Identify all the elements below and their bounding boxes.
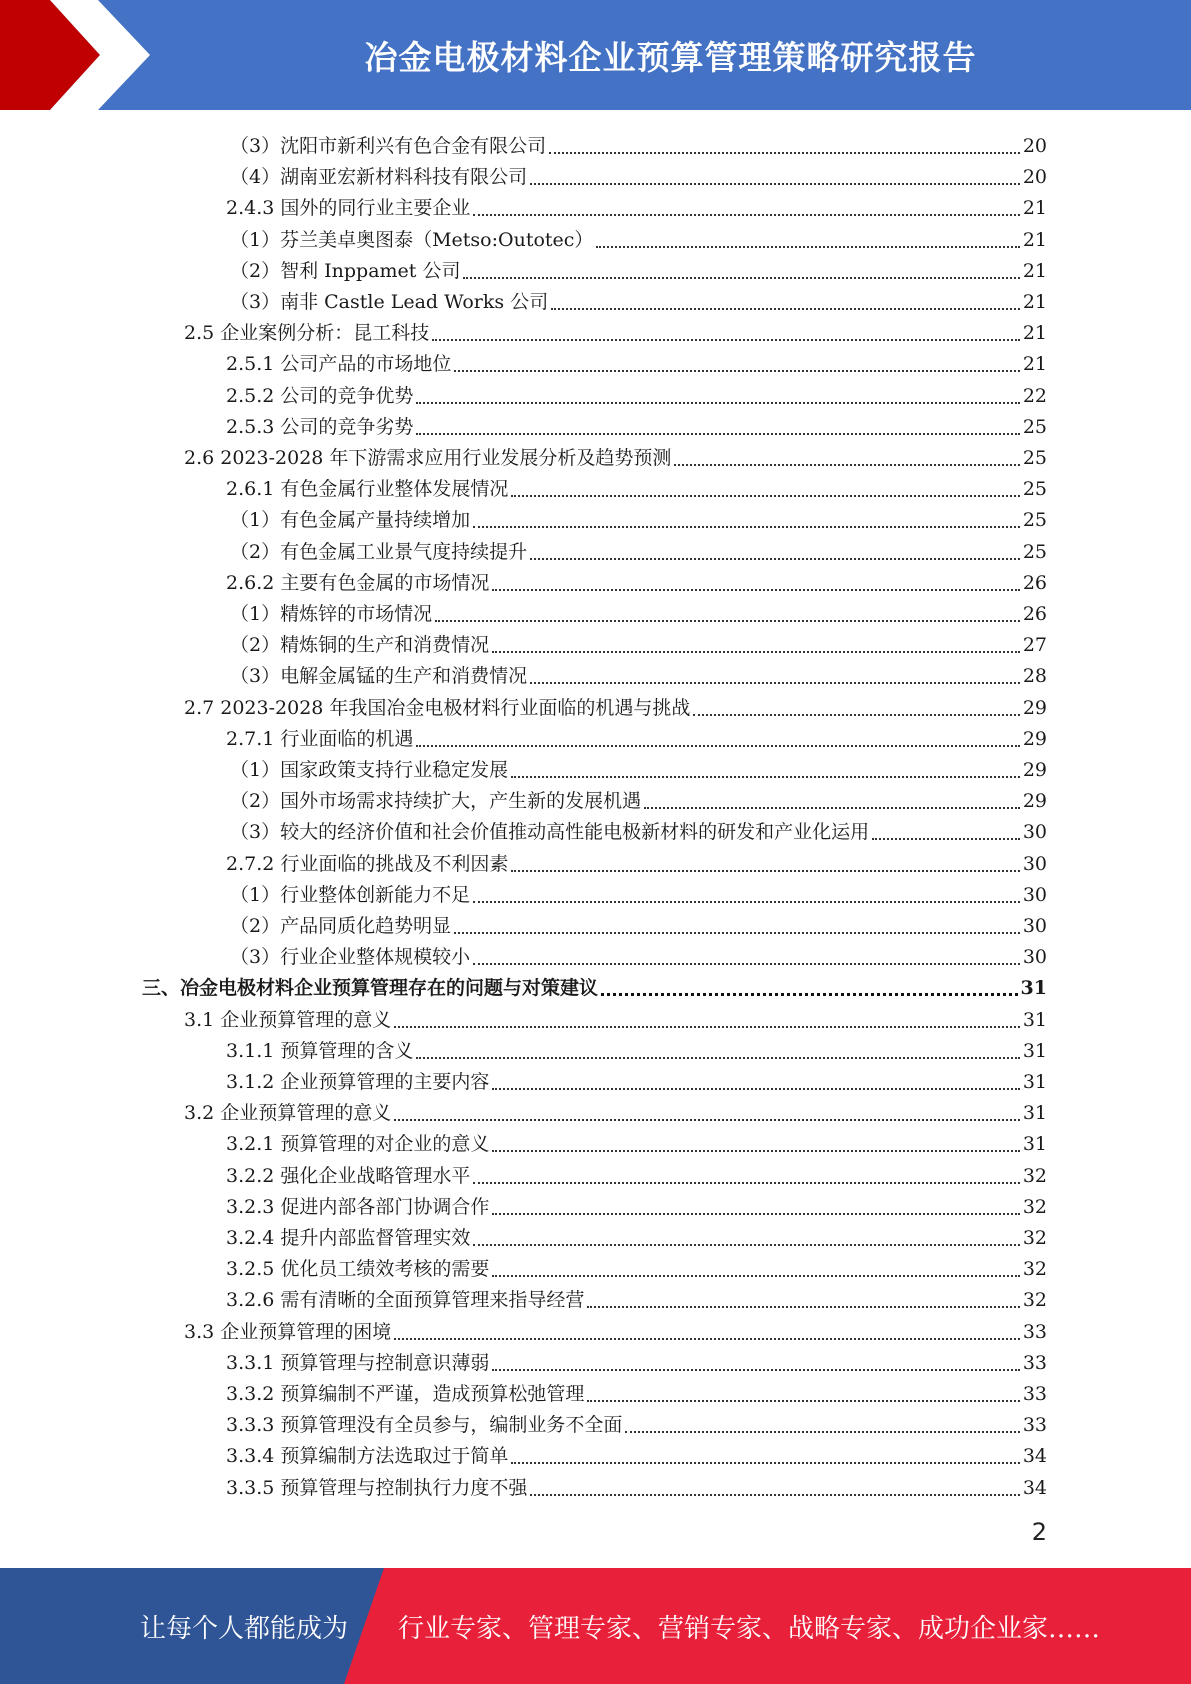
toc-dot-leader <box>416 1056 1019 1059</box>
toc-entry-page: 28 <box>1022 665 1047 688</box>
toc-dot-leader <box>511 869 1019 872</box>
toc-dot-leader <box>463 276 1019 279</box>
toc-entry-title: 2.4.3 国外的同行业主要企业 <box>226 197 471 220</box>
toc-entry-page: 32 <box>1022 1289 1047 1312</box>
toc-entry-title: 3.2.1 预算管理的对企业的意义 <box>226 1133 490 1156</box>
toc-entry-title: 3.2.5 优化员工绩效考核的需要 <box>226 1258 490 1281</box>
toc-entry-page: 26 <box>1022 571 1047 594</box>
toc-entry-title: （1）行业整体创新能力不足 <box>230 883 471 906</box>
toc-entry-page: 34 <box>1022 1476 1047 1499</box>
toc-dot-leader <box>473 1243 1019 1246</box>
toc-entry-title: 2.7 2023-2028 年我国冶金电极材料行业面临的机遇与挑战 <box>184 696 691 719</box>
toc-entry-page: 27 <box>1022 634 1047 657</box>
toc-entry-page: 22 <box>1022 384 1047 407</box>
toc-entry[interactable] <box>230 626 1047 657</box>
toc-entry-title: （2）智利 Inppamet 公司 <box>230 259 461 282</box>
page-title: 冶金电极材料企业预算管理策略研究报告 <box>364 37 977 77</box>
toc-dot-leader <box>644 806 1020 809</box>
toc-dot-leader <box>551 307 1020 310</box>
toc-dot-leader <box>473 900 1020 903</box>
toc-entry-page: 29 <box>1022 759 1047 781</box>
toc-entry-page: 30 <box>1022 883 1047 906</box>
toc-entry-title: 2.6.1 有色金属行业整体发展情况 <box>226 478 509 501</box>
toc-entry-page: 31 <box>1022 1133 1047 1156</box>
toc-entry[interactable] <box>226 408 1047 439</box>
toc-dot-leader <box>530 557 1020 560</box>
toc-entry[interactable] <box>230 595 1047 626</box>
toc-entry-title: （1）国家政策支持行业稳定发展 <box>230 759 509 781</box>
toc-entry-page: 32 <box>1022 1164 1047 1187</box>
toc-entry-title: 2.6.2 主要有色金属的市场情况 <box>226 571 490 594</box>
toc-entry-title: 3.3 企业预算管理的困境 <box>184 1320 392 1343</box>
toc-entry-title: 2.5.2 公司的竞争优势 <box>226 384 414 407</box>
toc-entry-page: 25 <box>1022 447 1047 469</box>
toc-entry-title: 3.3.3 预算管理没有全员参与，编制业务不全面 <box>226 1414 623 1437</box>
page-number: 2 <box>1031 1518 1047 1546</box>
toc-entry-title: 2.6 2023-2028 年下游需求应用行业发展分析及趋势预测 <box>184 447 672 469</box>
toc-entry-page: 21 <box>1022 291 1047 313</box>
toc-dot-leader <box>394 1337 1020 1340</box>
toc-entry-page: 30 <box>1022 852 1047 875</box>
toc-entry[interactable] <box>226 189 1047 220</box>
toc-dot-leader <box>693 713 1019 716</box>
toc-entry-page: 32 <box>1022 1195 1047 1218</box>
toc-entry-page: 29 <box>1022 727 1047 750</box>
toc-dot-leader <box>511 1461 1019 1464</box>
toc-entry-title: 3.2.6 需有清晰的全面预算管理来指导经营 <box>226 1289 585 1312</box>
toc-dot-leader <box>492 1212 1019 1215</box>
toc-entry[interactable] <box>230 127 1047 158</box>
toc-entry-page: 30 <box>1022 946 1047 969</box>
toc-dot-leader <box>432 338 1020 341</box>
toc-dot-leader <box>511 775 1020 778</box>
toc-entry-page: 26 <box>1022 603 1047 625</box>
toc-entry-page: 34 <box>1022 1445 1047 1468</box>
toc-entry-page: 29 <box>1022 790 1047 813</box>
toc-entry-title: 3.3.1 预算管理与控制意识薄弱 <box>226 1351 490 1374</box>
toc-entry[interactable] <box>226 1125 1047 1156</box>
toc-entry-page: 31 <box>1020 977 1047 1000</box>
toc-entry-title: 3.2.2 强化企业战略管理水平 <box>226 1164 471 1187</box>
toc-entry-title: （3）南非 Castle Lead Works 公司 <box>230 291 549 313</box>
toc-entry-page: 20 <box>1022 135 1047 157</box>
toc-entry-title: 3.3.2 预算编制不严谨，造成预算松弛管理 <box>226 1383 585 1405</box>
toc-dot-leader <box>473 1181 1019 1184</box>
toc-entry[interactable] <box>142 969 1047 1000</box>
toc-dot-leader <box>416 401 1019 404</box>
toc-entry-title: 2.7.1 行业面临的机遇 <box>226 727 414 750</box>
toc-dot-leader <box>454 931 1020 934</box>
toc-entry[interactable] <box>226 1250 1047 1281</box>
toc-dot-leader <box>416 432 1019 435</box>
toc-entry-title: 三、冶金电极材料企业预算管理存在的问题与对策建议 <box>142 977 599 1000</box>
toc-entry-title: （2）产品同质化趋势明显 <box>230 915 452 937</box>
toc-entry[interactable] <box>226 1375 1047 1406</box>
toc-entry-page: 31 <box>1022 1071 1047 1093</box>
toc-entry[interactable] <box>230 751 1047 782</box>
toc-entry-page: 25 <box>1022 478 1047 501</box>
toc-entry[interactable] <box>230 938 1047 969</box>
toc-entry-page: 33 <box>1022 1320 1047 1343</box>
toc-dot-leader <box>530 1493 1019 1496</box>
toc-entry[interactable] <box>226 1469 1047 1500</box>
toc-entry-page: 31 <box>1022 1008 1047 1031</box>
toc-entry[interactable] <box>226 1188 1047 1219</box>
toc-entry[interactable] <box>226 720 1047 751</box>
toc-entry[interactable] <box>226 564 1047 595</box>
toc-dot-leader <box>492 1087 1019 1090</box>
toc-entry[interactable] <box>226 1063 1047 1094</box>
toc-entry-title: 2.5.3 公司的竞争劣势 <box>226 415 414 438</box>
toc-dot-leader <box>492 1368 1019 1371</box>
toc-entry[interactable] <box>230 221 1047 252</box>
toc-entry[interactable] <box>230 533 1047 564</box>
toc-dot-leader <box>492 1274 1019 1277</box>
toc-dot-leader <box>492 588 1019 591</box>
toc-entry-page: 31 <box>1022 1102 1047 1125</box>
toc-entry[interactable] <box>184 314 1047 345</box>
toc-entry-page: 21 <box>1022 228 1047 251</box>
toc-entry-title: （1）有色金属产量持续增加 <box>230 509 471 532</box>
toc-entry-title: 3.1.1 预算管理的含义 <box>226 1039 414 1062</box>
toc-entry-title: 3.3.4 预算编制方法选取过于简单 <box>226 1445 509 1468</box>
toc-entry-title: 3.2.4 提升内部监督管理实效 <box>226 1227 471 1249</box>
toc-entry[interactable] <box>230 283 1047 314</box>
toc-entry[interactable] <box>226 1219 1047 1250</box>
toc-entry-title: （3）沈阳市新利兴有色合金有限公司 <box>230 135 547 157</box>
toc-entry-page: 31 <box>1022 1039 1047 1062</box>
toc-entry-page: 29 <box>1022 696 1047 719</box>
toc-dot-leader <box>587 1399 1019 1402</box>
toc-entry-page: 25 <box>1022 540 1047 563</box>
toc-entry-title: （2）精炼铜的生产和消费情况 <box>230 634 490 657</box>
toc-entry[interactable] <box>226 1157 1047 1188</box>
toc-entry-title: （4）湖南亚宏新材料科技有限公司 <box>230 166 528 189</box>
toc-entry-page: 21 <box>1022 259 1047 282</box>
toc-dot-leader <box>601 992 1018 996</box>
page-header <box>0 0 1191 110</box>
toc-entry[interactable] <box>226 1406 1047 1437</box>
toc-entry[interactable] <box>230 876 1047 907</box>
toc-entry[interactable] <box>226 345 1047 376</box>
page-footer <box>0 1568 1191 1684</box>
toc-entry-title: （1）芬兰美卓奥图泰（Metso:Outotec） <box>230 228 594 251</box>
toc-dot-leader <box>492 650 1020 653</box>
toc-entry-page: 21 <box>1022 322 1047 345</box>
toc-entry-page: 30 <box>1022 915 1047 937</box>
toc-entry[interactable] <box>226 1032 1047 1063</box>
toc-dot-leader <box>416 744 1019 747</box>
toc-entry[interactable] <box>230 782 1047 813</box>
toc-entry[interactable] <box>226 1437 1047 1468</box>
toc-dot-leader <box>394 1118 1020 1121</box>
toc-dot-leader <box>473 525 1020 528</box>
toc-dot-leader <box>530 182 1020 185</box>
toc-entry-page: 32 <box>1022 1258 1047 1281</box>
toc-dot-leader <box>435 619 1020 622</box>
toc-entry-page: 25 <box>1022 415 1047 438</box>
toc-dot-leader <box>625 1430 1019 1433</box>
toc-entry-page: 32 <box>1022 1227 1047 1249</box>
footer-slogan: 让每个人都能成为 <box>140 1613 349 1644</box>
toc-entry-title: 2.5.1 公司产品的市场地位 <box>226 353 452 376</box>
toc-entry-page: 25 <box>1022 509 1047 532</box>
toc-dot-leader <box>596 245 1019 248</box>
toc-entry-page: 21 <box>1022 197 1047 220</box>
toc-entry-title: （1）精炼锌的市场情况 <box>230 603 433 625</box>
toc-entry[interactable] <box>226 845 1047 876</box>
toc-dot-leader <box>674 463 1019 466</box>
toc-entry[interactable] <box>230 657 1047 688</box>
toc-entry[interactable] <box>226 1344 1047 1375</box>
toc-entry-title: （3）电解金属锰的生产和消费情况 <box>230 665 528 688</box>
toc-entry-page: 33 <box>1022 1383 1047 1405</box>
toc-entry-page: 33 <box>1022 1351 1047 1374</box>
toc-entry-page: 20 <box>1022 166 1047 189</box>
toc-entry[interactable] <box>226 1281 1047 1312</box>
toc-entry-title: （3）行业企业整体规模较小 <box>230 946 471 969</box>
toc-entry-title: 3.1 企业预算管理的意义 <box>184 1008 392 1031</box>
toc-entry[interactable] <box>226 470 1047 501</box>
toc-entry-title: （2）有色金属工业景气度持续提升 <box>230 540 528 563</box>
toc-dot-leader <box>872 837 1020 840</box>
toc-entry[interactable] <box>230 813 1047 844</box>
toc-entry-page: 21 <box>1022 353 1047 376</box>
toc-entry[interactable] <box>226 377 1047 408</box>
toc-entry-title: 2.5 企业案例分析：昆工科技 <box>184 322 430 345</box>
toc-entry[interactable] <box>230 907 1047 938</box>
toc-entry[interactable] <box>184 1001 1047 1032</box>
toc-entry[interactable] <box>230 501 1047 532</box>
toc-entry-title: （2）国外市场需求持续扩大，产生新的发展机遇 <box>230 790 642 813</box>
toc-entry-title: 3.3.5 预算管理与控制执行力度不强 <box>226 1476 528 1499</box>
toc-entry-title: 3.2 企业预算管理的意义 <box>184 1102 392 1125</box>
toc-dot-leader <box>549 151 1020 154</box>
toc-dot-leader <box>530 681 1020 684</box>
toc-entry-title: 3.1.2 企业预算管理的主要内容 <box>226 1071 490 1093</box>
footer-tagline: 行业专家、管理专家、营销专家、战略专家、成功企业家…… <box>398 1613 1101 1644</box>
toc-entry-title: 3.2.3 促进内部各部门协调合作 <box>226 1195 490 1218</box>
toc-entry[interactable] <box>230 158 1047 189</box>
toc-dot-leader <box>587 1305 1019 1308</box>
toc-entry-title: 2.7.2 行业面临的挑战及不利因素 <box>226 852 509 875</box>
toc-dot-leader <box>492 1149 1019 1152</box>
toc-entry-page: 33 <box>1022 1414 1047 1437</box>
toc-entry[interactable] <box>184 439 1047 470</box>
toc-dot-leader <box>473 962 1020 965</box>
toc-entry[interactable] <box>184 689 1047 720</box>
toc-entry[interactable] <box>184 1094 1047 1125</box>
toc-entry[interactable] <box>230 252 1047 283</box>
toc-entry[interactable] <box>184 1313 1047 1344</box>
toc-dot-leader <box>511 494 1019 497</box>
toc-dot-leader <box>454 369 1019 372</box>
toc-dot-leader <box>394 1025 1020 1028</box>
toc-dot-leader <box>473 213 1019 216</box>
toc-entry-title: （3）较大的经济价值和社会价值推动高性能电极新材料的研发和产业化运用 <box>230 821 870 844</box>
toc-entry-page: 30 <box>1022 821 1047 844</box>
